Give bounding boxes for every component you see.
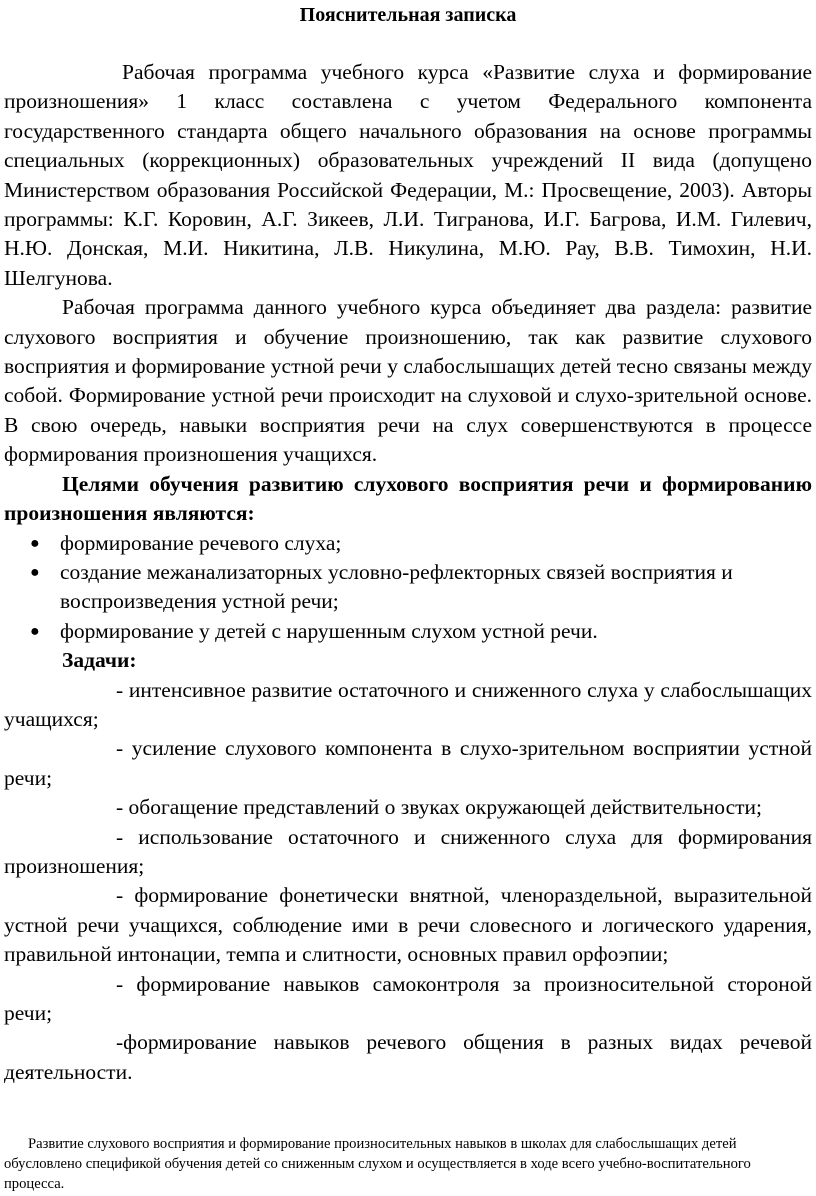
document-body <box>4 58 812 1087</box>
document-title: Пояснительная записка <box>299 4 517 26</box>
task-item: - обогащение представлений о звуках окружающей действительности; <box>116 795 762 820</box>
goals-list <box>4 529 812 647</box>
goal-text: формирование у детей с нарушенным слухом устной речи. <box>60 618 598 643</box>
task-item: -формирование навыков речевого общения в разных видах речевой деятельности. <box>4 1030 812 1084</box>
bullet-icon: ● <box>30 563 40 581</box>
footnote: Развитие слухового восприятия и формирование произносительных навыков в школах для слабослышащих детей обусловлено спецификой обучения детей со сниженным слухом и осуществляется в ходе всего учебно-воспитательного процесса. <box>4 1136 751 1192</box>
tasks-heading: Задачи: <box>62 648 137 673</box>
bullet-icon: ● <box>30 534 40 552</box>
list-item <box>4 617 812 646</box>
second-paragraph: Рабочая программа данного учебного курса объединяет два раздела: развитие слухового восприятия и обучение произношению, так как развитие слухового восприятия и формирование устной речи у слабослышащих детей тесно связаны между собой. Формирование устной речи происходит на слуховой и слухо-зрительной основе. В свою очередь, навыки восприятия речи на слух совершенствуются в процессе формирования произношения учащихся. <box>4 295 812 467</box>
goals-heading: Целями обучения развитию слухового восприятия речи и формированию произношения являются: <box>4 471 812 526</box>
task-item: - использование остаточного и сниженного слуха для формирования произношения; <box>4 824 812 878</box>
task-item: - формирование навыков самоконтроля за произносительной стороной речи; <box>4 971 812 1025</box>
bullet-icon: ● <box>30 622 40 640</box>
list-item <box>4 529 812 558</box>
task-item: - формирование фонетически внятной, членораздельной, выразительной устной речи учащихся, соблюдение ими в речи словесного и логического ударения, правильной интонации, темпа и слитности, основных правил орфоэпии; <box>4 883 812 967</box>
list-item <box>4 558 812 617</box>
task-item: - интенсивное развитие остаточного и сниженного слуха у слабослышащих учащихся; <box>4 677 812 731</box>
intro-paragraph: Рабочая программа учебного курса «Развитие слуха и формирование произношения» 1 класс составлена с учетом Федерального компонента государственного стандарта общего начального образования на основе программы специальных (коррекционных) образовательных учреждений II вида (допущено Министерством образования Российской Федерации, М.: Просвещение, 2003). Авторы программы: К.Г. Коровин, А.Г. Зикеев, Л.И. Тигранова, И.Г. Багрова, И.М. Гилевич, Н.Ю. Донская, М.И. Никитина, Л.В. Никулина, М.Ю. Рау, В.В. Тимохин, Н.И. Шелгунова. <box>4 60 812 290</box>
goal-text: формирование речевого слуха; <box>60 530 342 555</box>
goal-text: создание межанализаторных условно-рефлекторных связей восприятия и воспроизведения устной речи; <box>60 559 733 614</box>
task-item: - усиление слухового компонента в слухо-зрительном восприятии устной речи; <box>4 736 812 790</box>
